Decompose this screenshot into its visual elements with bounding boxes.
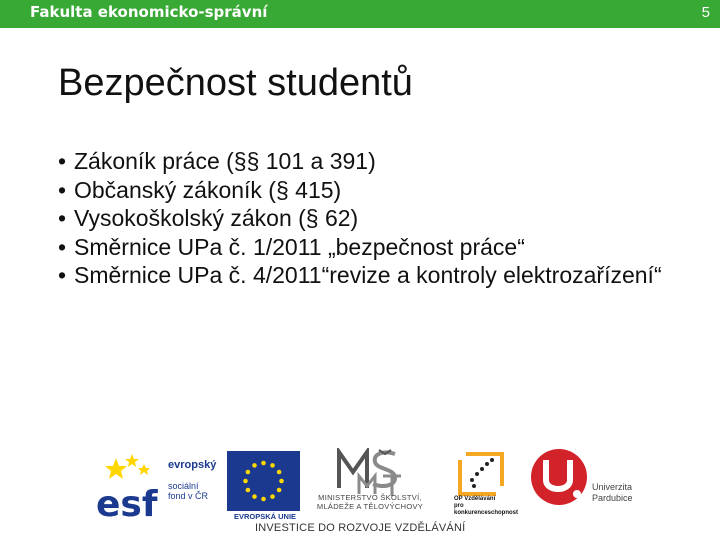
faculty-title: Fakulta ekonomicko-správní	[30, 3, 268, 21]
eu-label: EVROPSKÁ UNIE	[233, 512, 297, 521]
op-logo	[456, 450, 506, 498]
esf-sublabel	[168, 481, 208, 501]
slide-title: Bezpečnost studentů	[58, 62, 413, 104]
bullet-item: • Zákoník práce (§§ 101 a 391)	[58, 147, 678, 176]
upce-label	[592, 482, 633, 504]
msmt-label-line: MINISTERSTVO ŠKOLSTVÍ,	[318, 493, 422, 502]
msmt-label	[306, 493, 434, 511]
upce-logo	[530, 448, 588, 506]
slide-number: 5	[701, 4, 710, 21]
op-label	[454, 496, 524, 517]
op-label-line: pro konkurenceschopnost	[454, 503, 519, 516]
esf-sublabel-line: fond v ČR	[168, 491, 209, 501]
bullet-item: • Občanský zákoník (§ 415)	[58, 176, 678, 205]
esf-label: evropský	[168, 459, 217, 471]
esf-sublabel-line: sociální	[168, 481, 199, 491]
bullet-item: • Směrnice UPa č. 4/2011“revize a kontroly elektrozařízení“	[58, 261, 678, 290]
upce-label-line: Pardubice	[592, 493, 633, 503]
bullet-list	[58, 147, 678, 290]
op-label-line: OP Vzdělávání	[454, 496, 496, 502]
investice-slogan: INVESTICE DO ROZVOJE VZDĚLÁVÁNÍ	[255, 522, 466, 534]
bullet-item: • Směrnice UPa č. 1/2011 „bezpečnost práce“	[58, 233, 678, 262]
funding-logos	[0, 440, 720, 540]
svg-text:esf: esf	[96, 484, 158, 522]
upce-label-line: Univerzita	[592, 482, 633, 492]
msmt-label-line: MLÁDEŽE A TĚLOVÝCHOVY	[316, 502, 424, 511]
header-bar	[0, 0, 720, 28]
eu-flag-icon	[227, 451, 300, 511]
bullet-item: • Vysokoškolský zákon (§ 62)	[58, 204, 678, 233]
